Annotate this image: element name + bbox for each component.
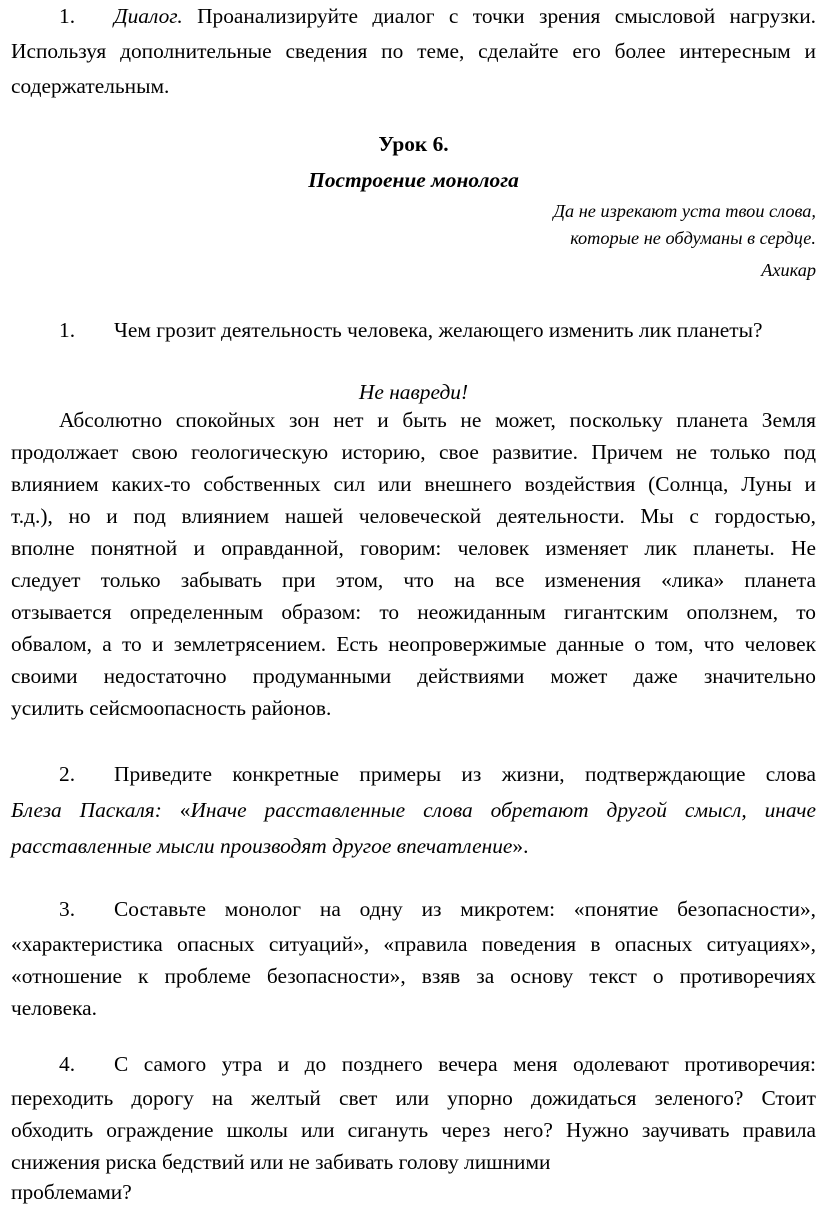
text-line-4: т.д.), но и под влиянием нашей человеческой деятельности. Мы с гордостью,: [11, 504, 816, 528]
task-1-line-1: [11, 2, 816, 31]
question-3-line-1: [11, 895, 816, 924]
question-3-line-2: «характеристика опасных ситуаций», «правила поведения в опасных ситуациях»,: [11, 932, 816, 956]
lesson-subtitle: Построение монолога: [308, 168, 519, 192]
text-line-6: следует только забывать при этом, что на все изменения «лика» планета: [11, 568, 816, 592]
lesson-title: Урок 6.: [378, 132, 449, 156]
question-3-line-4: человека.: [11, 996, 98, 1020]
task-1-number: 1.: [59, 4, 76, 28]
question-4-line-4: снижения риска бедствий или не забивать голову лишними: [11, 1150, 551, 1174]
text-line-8: обвалом, а то и землетрясением. Есть неопровержимые данные о том, что человек: [11, 632, 816, 656]
text-line-10: усилить сейсмоопасность районов.: [11, 696, 332, 720]
question-4-text: С самого утра и до позднего вечера меня одолевают противоречия:: [114, 1052, 816, 1076]
text-heading: Не навреди!: [358, 380, 469, 404]
question-2-line-2: Блеза Паскаля: «Иначе расставленные слова обретают другой смысл, иначе: [11, 798, 816, 822]
task-1-text: Проанализируйте диалог с точки зрения смысловой нагрузки.: [182, 4, 816, 28]
question-2-line-3: расставленные мысли производят другое впечатление».: [11, 834, 529, 858]
question-1: [11, 316, 816, 345]
question-4-line-3: обходить ограждение школы или сигануть через него? Нужно заучивать правила: [11, 1118, 816, 1142]
epigraph-line-2: которые не обдуманы в сердце.: [570, 228, 816, 248]
question-4-line-1: [11, 1050, 816, 1079]
quote-text-2: расставленные мысли производят другое впечатление: [11, 834, 513, 858]
question-4-line-2: переходить дорогу на желтый свет или упорно дожидаться зеленого? Стоит: [11, 1086, 816, 1110]
question-3-number: 3.: [59, 897, 76, 921]
task-1-keyword: Диалог.: [114, 4, 183, 28]
document-page: [11, 0, 816, 1205]
question-2-number: 2.: [59, 762, 76, 786]
question-3-text: Составьте монолог на одну из микротем: «понятие безопасности»,: [114, 897, 816, 921]
epigraph-author: Ахикар: [761, 260, 816, 280]
question-1-text: Чем грозит деятельность человека, желающего изменить лик планеты?: [114, 318, 763, 342]
question-4-line-5: проблемами?: [11, 1180, 132, 1204]
text-line-3: влиянием каких-то собственных сил или внешнего воздействия (Солнца, Луны и: [11, 472, 816, 496]
question-3-line-3: «отношение к проблеме безопасности», взяв за основу текст о противоречиях: [11, 964, 816, 988]
question-4-number: 4.: [59, 1052, 76, 1076]
text-line-1: Абсолютно спокойных зон нет и быть не может, поскольку планета Земля: [59, 408, 816, 432]
text-line-7: отзывается определенным образом: то неожиданным гигантским оползнем, то: [11, 600, 816, 624]
question-1-number: 1.: [59, 318, 76, 342]
text-line-5: вполне понятной и оправданной, говорим: человек изменяет лик планеты. Не: [11, 536, 816, 560]
epigraph-line-1: Да не изрекают уста твои слова,: [553, 201, 816, 221]
question-2-text: Приведите конкретные примеры из жизни, подтверждающие слова: [114, 762, 816, 786]
text-line-9: своими недостаточно продуманными действиями может даже значительно: [11, 664, 816, 688]
task-1-line-2: Используя дополнительные сведения по теме, сделайте его более интересным и: [11, 39, 816, 63]
question-2-line-1: [11, 760, 816, 789]
text-line-2: продолжает свою геологическую историю, свое развитие. Причем не только под: [11, 440, 816, 464]
quote-author: Блеза Паскаля:: [11, 798, 162, 822]
quote-text-1: Иначе расставленные слова обретают другой смысл, иначе: [190, 798, 816, 822]
task-1-line-3: содержательным.: [11, 74, 170, 98]
